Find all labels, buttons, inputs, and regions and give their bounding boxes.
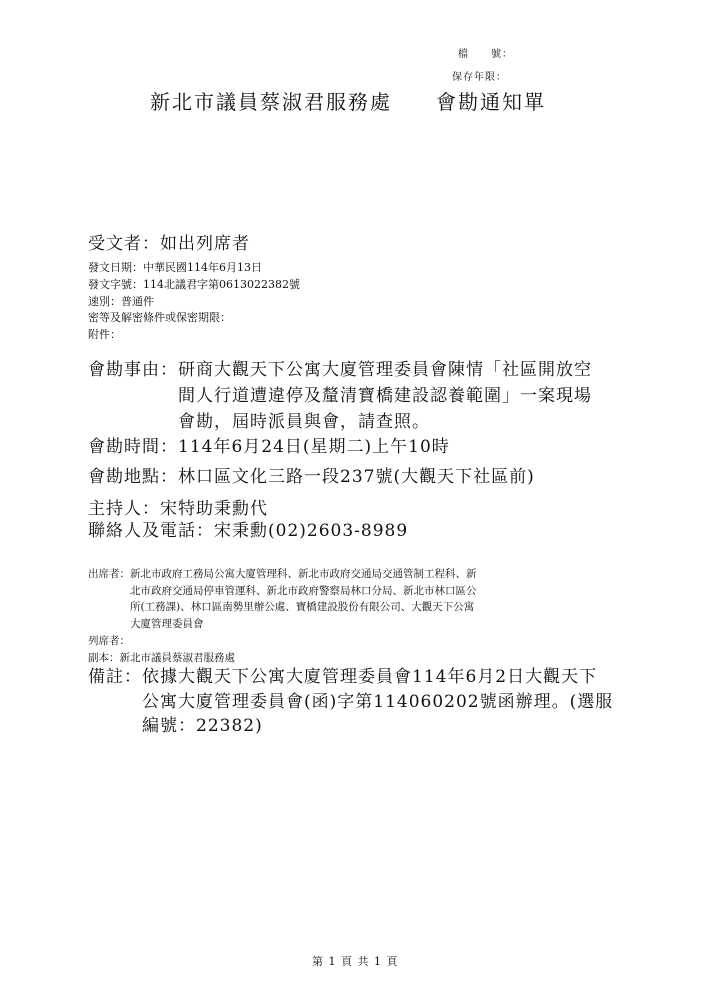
doc-info [88,260,300,344]
subject-line: 間人行道遭違停及釐清寶橋建設認養範圍」一案現場 [178,386,592,406]
file-number-label: 檔 號： [458,49,513,60]
attendees-line: 北市政府交通局停車管運科、新北市政府警察局林口分局、新北市林口區公 [130,584,477,597]
observers-label: 列席者： [88,635,130,647]
attendees-line: 所(工務課)、林口區南勢里辦公處、寶橋建設股份有限公司、大觀天下公寓 [130,601,475,613]
contact [88,516,408,541]
recipient-value: 如出列席者 [160,234,250,254]
doc-info-row [88,277,300,294]
subject-text [178,357,592,435]
recipient-label: 受文者： [88,234,160,254]
remarks-text [142,665,613,739]
meeting-place [88,462,535,487]
subject [88,357,592,435]
meeting-time [88,432,450,457]
doc-info-row [88,294,300,311]
attendees-line: 大廈管理委員會 [130,617,204,630]
subject-label: 會勘事由： [88,360,178,380]
page-title: 新北市議員蔡淑君服務處 會勘通知單 [150,90,546,114]
attendees-line: 新北市政府工務局公寓大廈管理科、新北市政府交通局交通管制工程科、新 [130,568,477,580]
remarks-line: 公寓大廈管理委員會(函)字第114060202號函辦理。(選服 [142,691,614,712]
remarks-line: 依據大觀天下公寓大廈管理委員會114年6月2日大觀天下 [142,667,598,687]
subject-line: 研商大觀天下公寓大廈管理委員會陳情「社區開放空 [178,360,592,380]
copy-to-label: 副本： [88,652,120,664]
doc-info-row [88,327,300,344]
meeting-place-label: 會勘地點： [88,467,178,487]
attendees-label: 出席者： [88,568,130,580]
doc-info-value: 中華民國114年6月13日 [143,261,262,274]
subject-line: 會勘，屆時派員與會，請查照。 [178,412,430,432]
doc-info-label: 發文字號： [88,277,143,291]
contact-value: 宋秉勳(02)2603-8989 [214,521,409,541]
doc-info-label: 密等及解密條件或保密期限： [88,311,231,325]
copy-to-value: 新北市議員蔡淑君服務處 [119,652,235,664]
doc-info-label: 速別： [88,294,121,308]
doc-info-value: 普通件 [121,294,154,308]
attendees-text [130,566,477,632]
remarks-label: 備註： [88,667,142,687]
meeting-time-value: 114年6月24日(星期二)上午10時 [178,437,450,457]
meeting-time-label: 會勘時間： [88,437,178,457]
contact-label: 聯絡人及電話： [88,521,214,541]
doc-info-value: 114北議君字第0613022382號 [143,277,300,291]
observers [88,633,130,648]
doc-info-label: 附件： [88,328,121,342]
page-number: 第 1 頁 共 1 頁 [312,955,399,968]
remarks [88,665,613,739]
copy-to [88,650,235,665]
doc-info-label: 發文日期： [88,261,143,274]
host-label: 主持人： [88,499,160,519]
remarks-line: 編號：22382) [142,716,263,736]
meeting-place-value: 林口區文化三路一段237號(大觀天下社區前) [178,467,535,487]
doc-info-row [88,310,300,327]
attendees [88,566,477,632]
doc-info-row [88,260,300,277]
retention-period-label: 保存年限： [452,72,507,83]
host-value: 宋特助秉勳代 [160,499,268,519]
recipient [88,229,250,254]
